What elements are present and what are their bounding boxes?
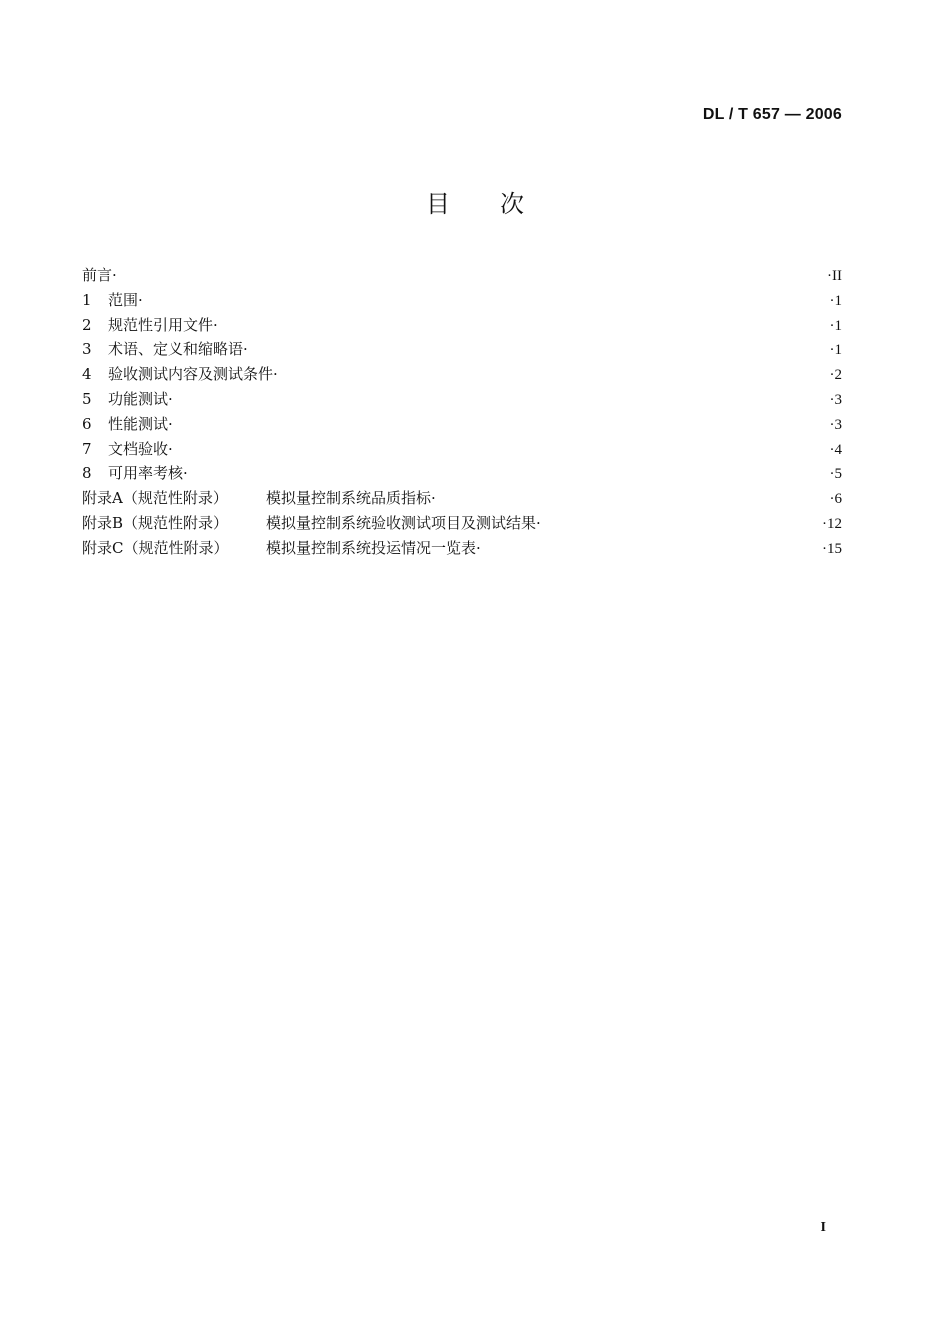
toc-entry-number: 2 bbox=[82, 315, 92, 334]
toc-entry-title: 规范性引用文件· bbox=[108, 315, 218, 334]
toc-entry-5[interactable] bbox=[82, 387, 842, 412]
toc-entry-title: 功能测试· bbox=[108, 389, 173, 408]
toc-entry-8[interactable] bbox=[82, 461, 842, 486]
toc-list bbox=[82, 263, 842, 561]
toc-entry-title: 文档验收· bbox=[108, 439, 173, 458]
toc-entry-number: 3 bbox=[82, 340, 92, 359]
toc-entry-7[interactable] bbox=[82, 437, 842, 462]
toc-entry-page: ·1 bbox=[829, 317, 842, 334]
toc-entry-number: 8 bbox=[82, 464, 92, 483]
toc-entry-page: ·12 bbox=[822, 515, 842, 532]
toc-entry-2[interactable] bbox=[82, 313, 842, 338]
toc-entry-number: 7 bbox=[82, 439, 92, 458]
toc-entry-title: 模拟量控制系统验收测试项目及测试结果· bbox=[266, 513, 541, 532]
toc-entry-title: 验收测试内容及测试条件· bbox=[108, 365, 278, 384]
toc-entry-page: ·2 bbox=[829, 367, 842, 384]
toc-entry-page: ·3 bbox=[829, 391, 842, 408]
toc-entry-number: 4 bbox=[82, 365, 92, 384]
toc-entry-annex-c[interactable] bbox=[82, 536, 842, 561]
toc-entry-3[interactable] bbox=[82, 337, 842, 362]
toc-entry-page: ·5 bbox=[829, 466, 842, 483]
toc-entry-title: 模拟量控制系统品质指标· bbox=[266, 489, 436, 508]
toc-entry-page: ·3 bbox=[829, 416, 842, 433]
toc-entry-foreword[interactable] bbox=[82, 263, 842, 288]
toc-entry-page: ·6 bbox=[829, 491, 842, 508]
page-number: I bbox=[820, 1220, 826, 1235]
toc-entry-page: ·4 bbox=[829, 441, 842, 458]
toc-entry-4[interactable] bbox=[82, 362, 842, 387]
toc-entry-title: 术语、定义和缩略语· bbox=[108, 340, 248, 359]
toc-entry-title: 范围· bbox=[108, 290, 143, 309]
toc-entry-annex-label: 附录C（规范性附录） bbox=[82, 538, 229, 557]
toc-entry-number: 6 bbox=[82, 414, 92, 433]
toc-entry-annex-label: 附录A（规范性附录） bbox=[82, 489, 228, 508]
toc-entry-page: ·15 bbox=[822, 540, 842, 557]
toc-entry-number: 1 bbox=[82, 290, 92, 309]
toc-entry-title: 性能测试· bbox=[108, 414, 173, 433]
toc-entry-annex-b[interactable] bbox=[82, 511, 842, 536]
toc-entry-1[interactable] bbox=[82, 288, 842, 313]
toc-entry-page: ·1 bbox=[829, 292, 842, 309]
toc-entry-title: 前言· bbox=[82, 266, 117, 284]
standard-code: DL / T 657 — 2006 bbox=[702, 106, 842, 123]
toc-entry-annex-label: 附录B（规范性附录） bbox=[82, 513, 229, 532]
toc-title: 目次 bbox=[426, 190, 574, 218]
toc-entry-title: 可用率考核· bbox=[108, 464, 188, 483]
toc-entry-title: 模拟量控制系统投运情况一览表· bbox=[266, 538, 481, 557]
toc-entry-number: 5 bbox=[82, 389, 92, 408]
toc-entry-page: ·II bbox=[827, 268, 842, 284]
toc-entry-page: ·1 bbox=[829, 342, 842, 359]
toc-entry-6[interactable] bbox=[82, 412, 842, 437]
toc-entry-annex-a[interactable] bbox=[82, 486, 842, 511]
